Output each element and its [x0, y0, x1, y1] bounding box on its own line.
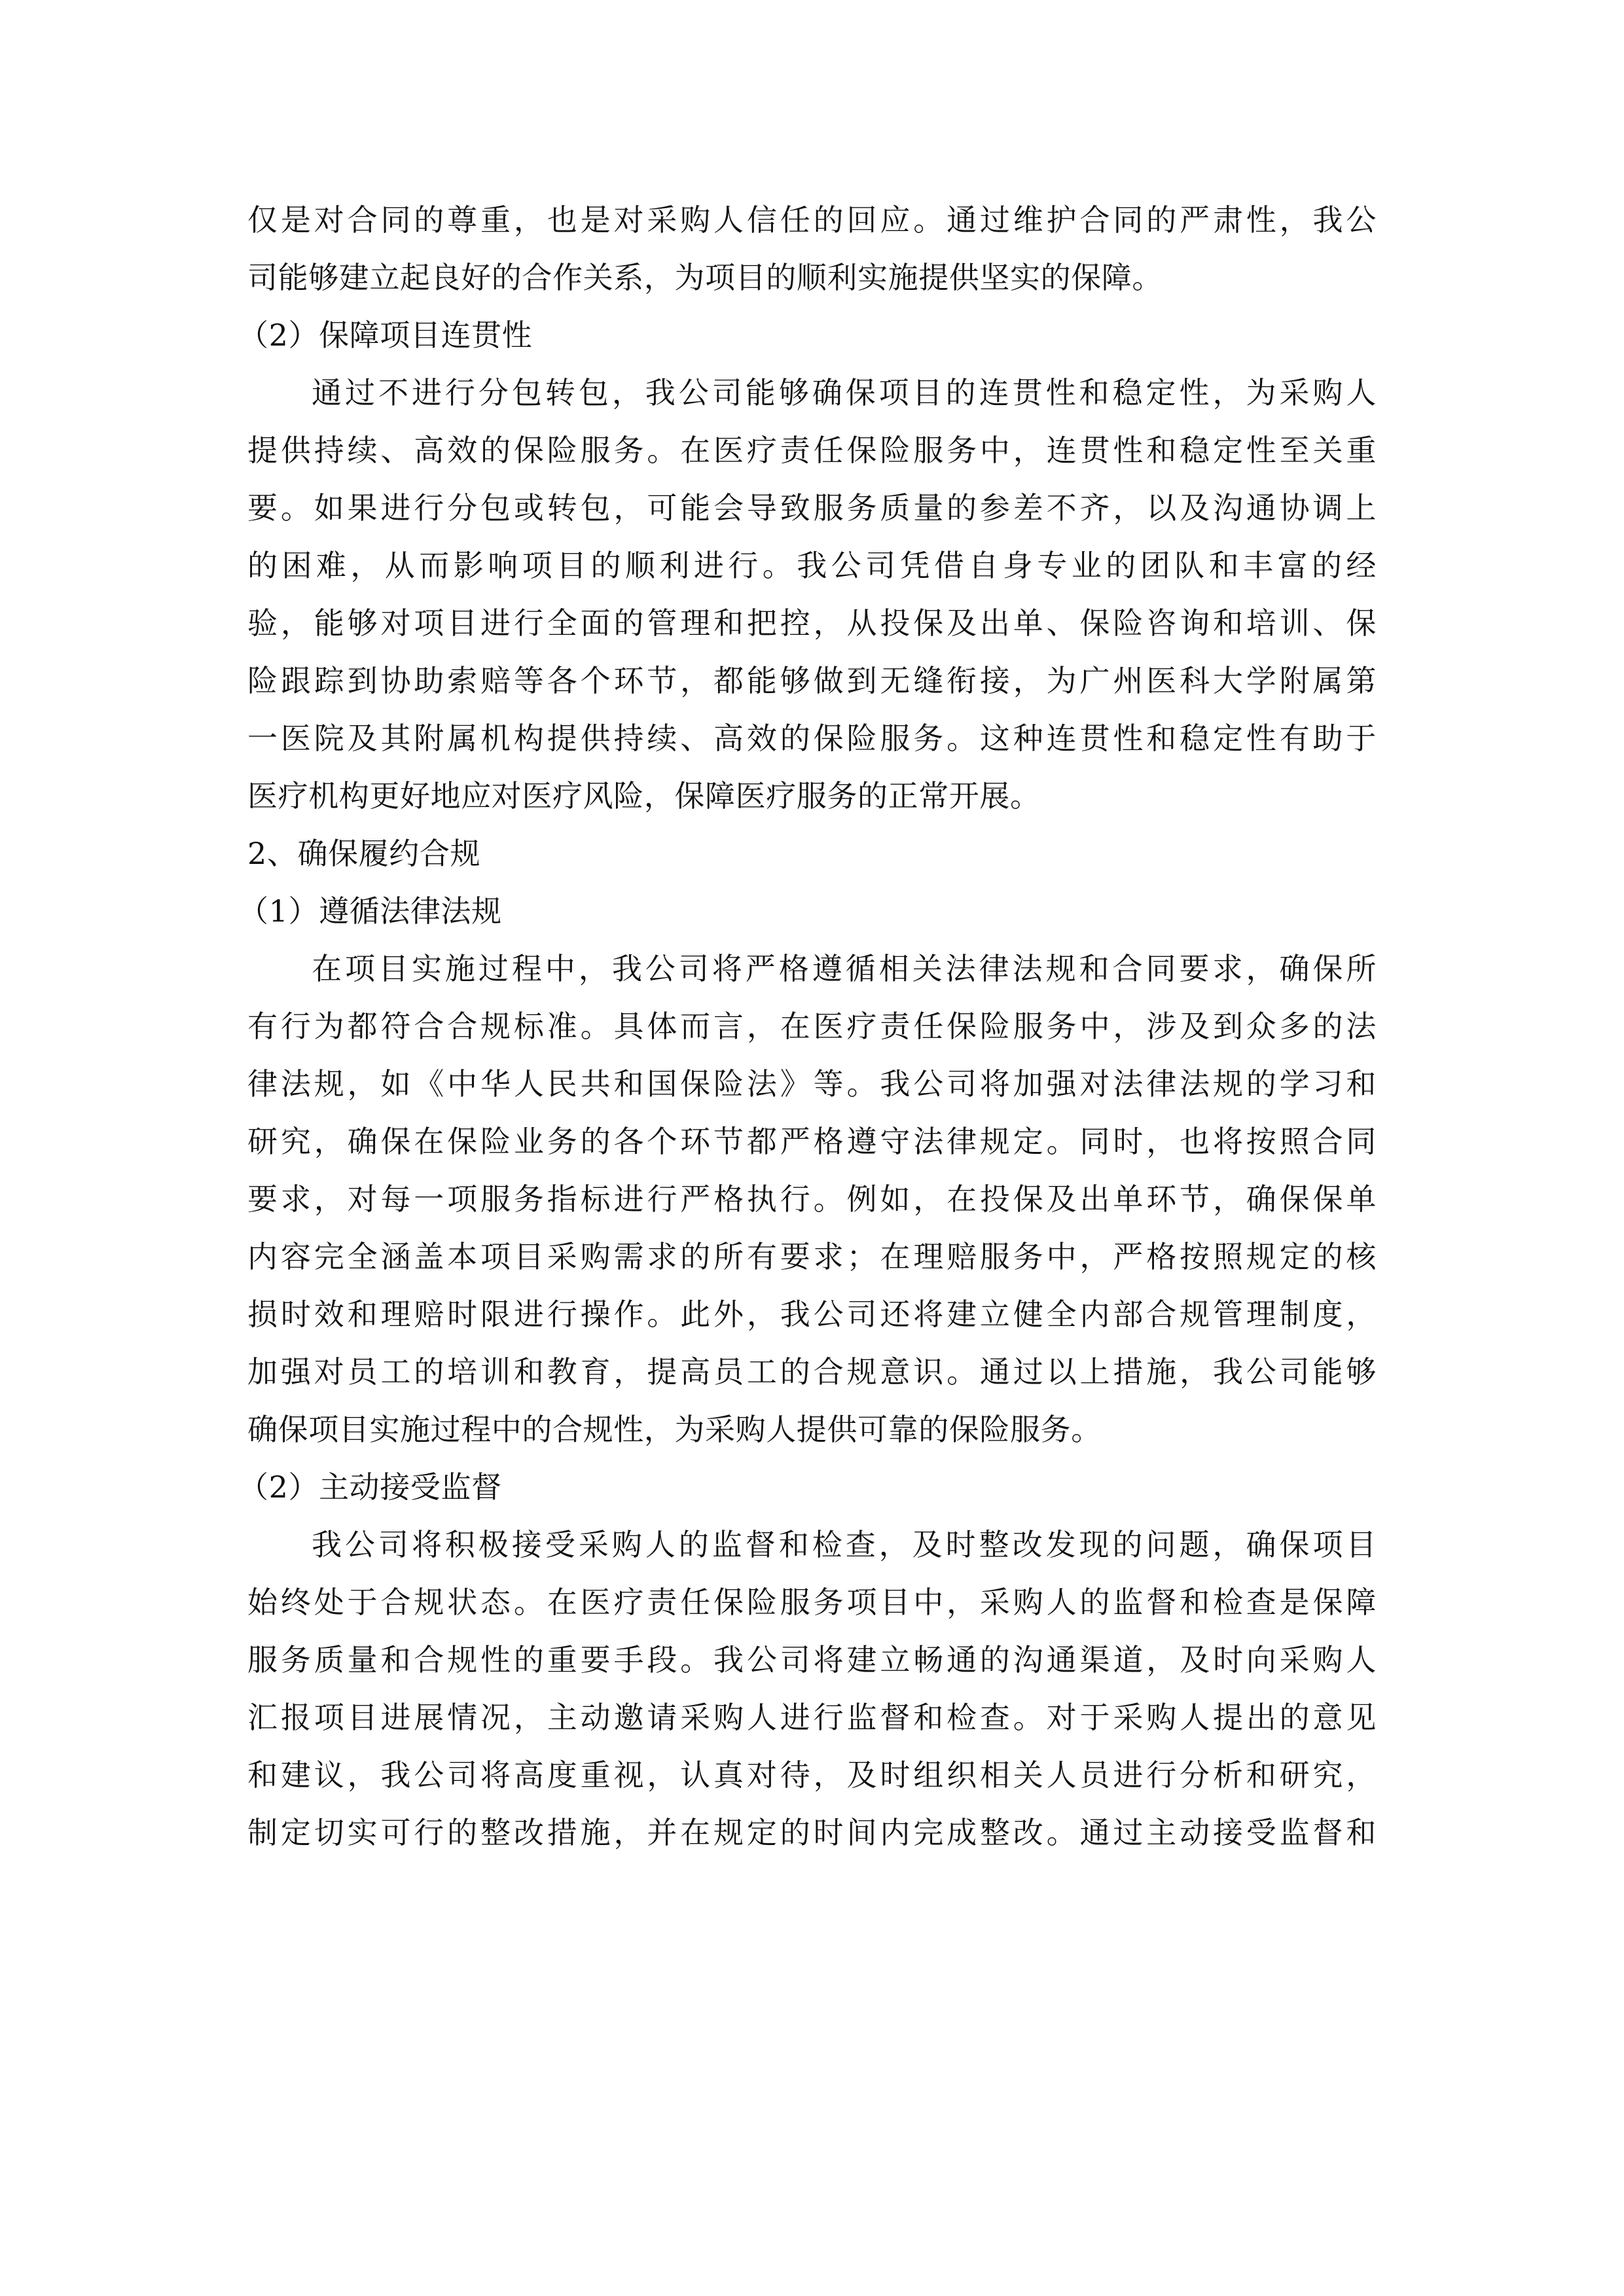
paragraph-line: 有行为都符合合规标准。具体而言，在医疗责任保险服务中，涉及到众多的法 — [247, 1009, 1377, 1044]
paragraph-line: 制定切实可行的整改措施，并在规定的时间内完成整改。通过主动接受监督和 — [247, 1815, 1377, 1850]
paragraph-line: 服务质量和合规性的重要手段。我公司将建立畅通的沟通渠道，及时向采购人 — [247, 1642, 1377, 1677]
paragraph-line: 的困难，从而影响项目的顺利进行。我公司凭借自身专业的团队和丰富的经 — [247, 548, 1377, 583]
section-heading: （2）保障项目连贯性 — [238, 317, 533, 353]
paragraph-line: 汇报项目进展情况，主动邀请采购人进行监督和检查。对于采购人提出的意见 — [247, 1700, 1377, 1735]
paragraph-line: 律法规，如《中华人民共和国保险法》等。我公司将加强对法律法规的学习和 — [247, 1066, 1377, 1102]
paragraph-line: 验，能够对项目进行全面的管理和把控，从投保及出单、保险咨询和培训、保 — [247, 605, 1377, 641]
paragraph-line: 始终处于合规状态。在医疗责任保险服务项目中，采购人的监督和检查是保障 — [247, 1585, 1377, 1620]
paragraph-line: 要。如果进行分包或转包，可能会导致服务质量的参差不齐，以及沟通协调上 — [247, 490, 1377, 526]
paragraph-line: 一医院及其附属机构提供持续、高效的保险服务。这种连贯性和稳定性有助于 — [247, 721, 1377, 756]
paragraph-line: 提供持续、高效的保险服务。在医疗责任保险服务中，连贯性和稳定性至关重 — [247, 433, 1377, 468]
paragraph-line: 医疗机构更好地应对医疗风险，保障医疗服务的正常开展。 — [247, 778, 1041, 814]
paragraph-line: 损时效和理赔时限进行操作。此外，我公司还将建立健全内部合规管理制度， — [247, 1297, 1377, 1332]
section-heading: （1）遵循法律法规 — [238, 893, 502, 929]
paragraph-line: 确保项目实施过程中的合规性，为采购人提供可靠的保险服务。 — [247, 1412, 1102, 1447]
section-heading: 2、确保履约合规 — [247, 836, 481, 871]
paragraph-line: 加强对员工的培训和教育，提高员工的合规意识。通过以上措施，我公司能够 — [247, 1354, 1377, 1390]
paragraph-line: 和建议，我公司将高度重视，认真对待，及时组织相关人员进行分析和研究， — [247, 1757, 1377, 1793]
paragraph-line: 要求，对每一项服务指标进行严格执行。例如，在投保及出单环节，确保保单 — [247, 1181, 1377, 1217]
paragraph-line: 险跟踪到协助索赔等各个环节，都能够做到无缝衔接，为广州医科大学附属第 — [247, 663, 1377, 698]
paragraph-line: 司能够建立起良好的合作关系，为项目的顺利实施提供坚实的保障。 — [247, 260, 1163, 295]
paragraph-line: 通过不进行分包转包，我公司能够确保项目的连贯性和稳定性，为采购人 — [312, 375, 1377, 410]
document-body — [238, 191, 1377, 1861]
section-heading: （2）主动接受监督 — [238, 1469, 502, 1505]
paragraph-line: 研究，确保在保险业务的各个环节都严格遵守法律规定。同时，也将按照合同 — [247, 1124, 1377, 1159]
paragraph-line: 在项目实施过程中，我公司将严格遵循相关法律法规和合同要求，确保所 — [312, 951, 1377, 986]
paragraph-line: 我公司将积极接受采购人的监督和检查，及时整改发现的问题，确保项目 — [312, 1527, 1377, 1562]
paragraph-line: 内容完全涵盖本项目采购需求的所有要求；在理赔服务中，严格按照规定的核 — [247, 1239, 1377, 1274]
paragraph-line: 仅是对合同的尊重，也是对采购人信任的回应。通过维护合同的严肃性，我公 — [247, 202, 1377, 238]
